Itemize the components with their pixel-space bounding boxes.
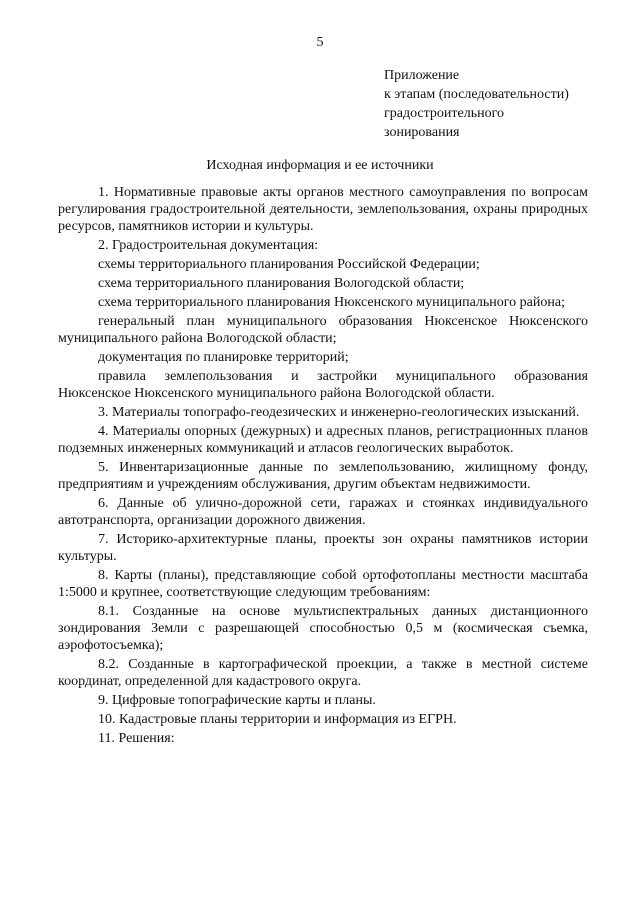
paragraph: генеральный план муниципального образования Нюксенское Нюксенского муниципального района Вологодской области; xyxy=(58,314,588,346)
paragraph: 10. Кадастровые планы территории и информация из ЕГРН. xyxy=(98,712,457,727)
paragraph: 8.2. Созданные в картографической проекции, а также в местной системе координат, определенной для кадастрового округа. xyxy=(58,657,588,689)
appendix-line: Приложение xyxy=(384,68,460,83)
paragraph: 6. Данные об улично-дорожной сети, гаражах и стоянках индивидуального автотранспорта, организации дорожного движения. xyxy=(58,496,588,528)
paragraph: 9. Цифровые топографические карты и планы. xyxy=(98,693,376,708)
paragraph: 2. Градостроительная документация: xyxy=(98,238,319,253)
paragraph: 8.1. Созданные на основе мультиспектральных данных дистанционного зондирования Земли с разрешающей способностью 0,5 м (космическая съемка, аэрофотосъемка); xyxy=(58,604,588,653)
paragraph: 11. Решения: xyxy=(98,731,175,746)
appendix-line: градостроительного xyxy=(384,106,505,121)
paragraph: схема территориального планирования Нюксенского муниципального района; xyxy=(98,295,565,310)
paragraph: 7. Историко-архитектурные планы, проекты зон охраны памятников истории культуры. xyxy=(58,532,588,564)
paragraph: правила землепользования и застройки муниципального образования Нюксенское Нюксенского муниципального района Вологодской области. xyxy=(58,369,588,401)
paragraph: схемы территориального планирования Российской Федерации; xyxy=(98,257,480,272)
appendix-line: к этапам (последовательности) xyxy=(384,87,569,102)
paragraph: документация по планировке территорий; xyxy=(98,350,349,365)
paragraph: 5. Инвентаризационные данные по землепользованию, жилищному фонду, предприятиям и учреждениям обслуживания, другим объектам недвижимости. xyxy=(58,460,588,492)
appendix-note xyxy=(384,66,624,142)
paragraph: 3. Материалы топографо-геодезических и инженерно-геологических изысканий. xyxy=(98,405,580,420)
document-heading: Исходная информация и ее источники xyxy=(206,158,434,173)
paragraph: 4. Материалы опорных (дежурных) и адресных планов, регистрационных планов подземных инженерных коммуникаций и атласов геологических выработок. xyxy=(58,424,588,456)
document-body xyxy=(58,184,588,749)
paragraph: 1. Нормативные правовые акты органов местного самоуправления по вопросам регулирования градостроительной деятельности, землепользования, охраны природных ресурсов, памятников истории и культуры. xyxy=(58,185,588,234)
paragraph: схема территориального планирования Вологодской области; xyxy=(98,276,465,291)
paragraph: 8. Карты (планы), представляющие собой ортофотопланы местности масштаба 1:5000 и крупнее, соответствующие следующим требованиям: xyxy=(58,568,588,600)
appendix-line: зонирования xyxy=(384,125,460,140)
page-number: 5 xyxy=(316,35,324,50)
